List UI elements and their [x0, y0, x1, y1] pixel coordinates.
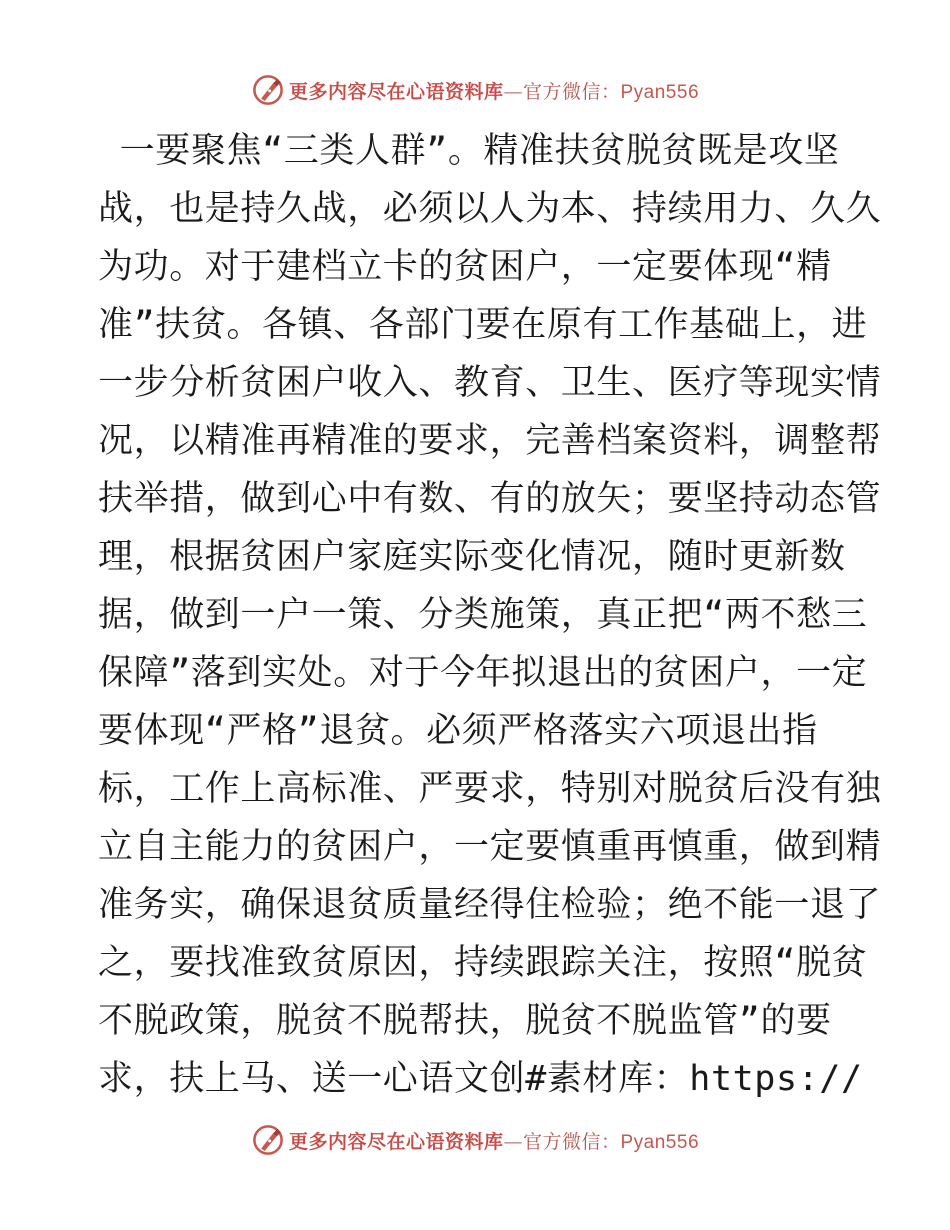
footer-banner	[0, 1120, 950, 1160]
body-line: 不脱政策，脱贫不脱帮扶，脱贫不脱监管”的要	[98, 1001, 832, 1041]
pen-nib-logo-icon	[251, 1123, 285, 1157]
body-line: 战，也是持久战，必须以人为本、持续用力、久久	[98, 189, 882, 229]
banner-wechat-id: Pyan556	[620, 1131, 700, 1153]
banner-separator: —	[503, 80, 523, 103]
body-line: 立自主能力的贫困户，一定要慎重再慎重，做到精	[98, 827, 882, 867]
body-line: 扶举措，做到心中有数、有的放矢；要坚持动态管	[98, 479, 882, 519]
body-line: 要体现“严格”退贫。必须严格落实六项退出指	[98, 711, 818, 751]
body-line: 准务实，确保退贫质量经得住检验；绝不能一退了	[98, 885, 882, 925]
body-line: 况，以精准再精准的要求，完善档案资料，调整帮	[98, 421, 882, 461]
body-line: 准”扶贫。各镇、各部门要在原有工作基础上，进	[98, 305, 868, 345]
body-line: 保障”落到实处。对于今年拟退出的贫困户，一定	[98, 653, 868, 693]
banner-separator: —	[503, 1130, 523, 1153]
banner-wechat-label: 官方微信：	[522, 1130, 621, 1153]
banner-text	[289, 1127, 699, 1154]
banner-brand: 更多内容尽在心语资料库	[288, 1130, 504, 1153]
banner-brand: 更多内容尽在心语资料库	[288, 80, 504, 103]
banner-text	[289, 77, 699, 104]
body-line: 一步分析贫困户收入、教育、卫生、医疗等现实情	[98, 363, 882, 403]
body-line: 标，工作上高标准、严要求，特别对脱贫后没有独	[98, 769, 882, 809]
body-line: 求，扶上马、送一心语文创#素材库：https://	[98, 1059, 863, 1099]
body-line: 为功。对于建档立卡的贫困户，一定要体现“精	[98, 247, 832, 287]
body-line: 据，做到一户一策、分类施策，真正把“两不愁三	[98, 595, 868, 635]
body-line: 之，要找准致贫原因，持续跟踪关注，按照“脱贫	[98, 943, 868, 983]
banner-wechat-label: 官方微信：	[522, 80, 621, 103]
banner-wechat-id: Pyan556	[620, 81, 700, 103]
document-body	[98, 122, 882, 1108]
pen-nib-logo-icon	[251, 73, 285, 107]
body-line: 理，根据贫困户家庭实际变化情况，随时更新数	[98, 537, 846, 577]
body-line: 一要聚焦“三类人群”。精准扶贫脱贫既是攻坚	[98, 131, 840, 171]
header-banner	[0, 70, 950, 110]
